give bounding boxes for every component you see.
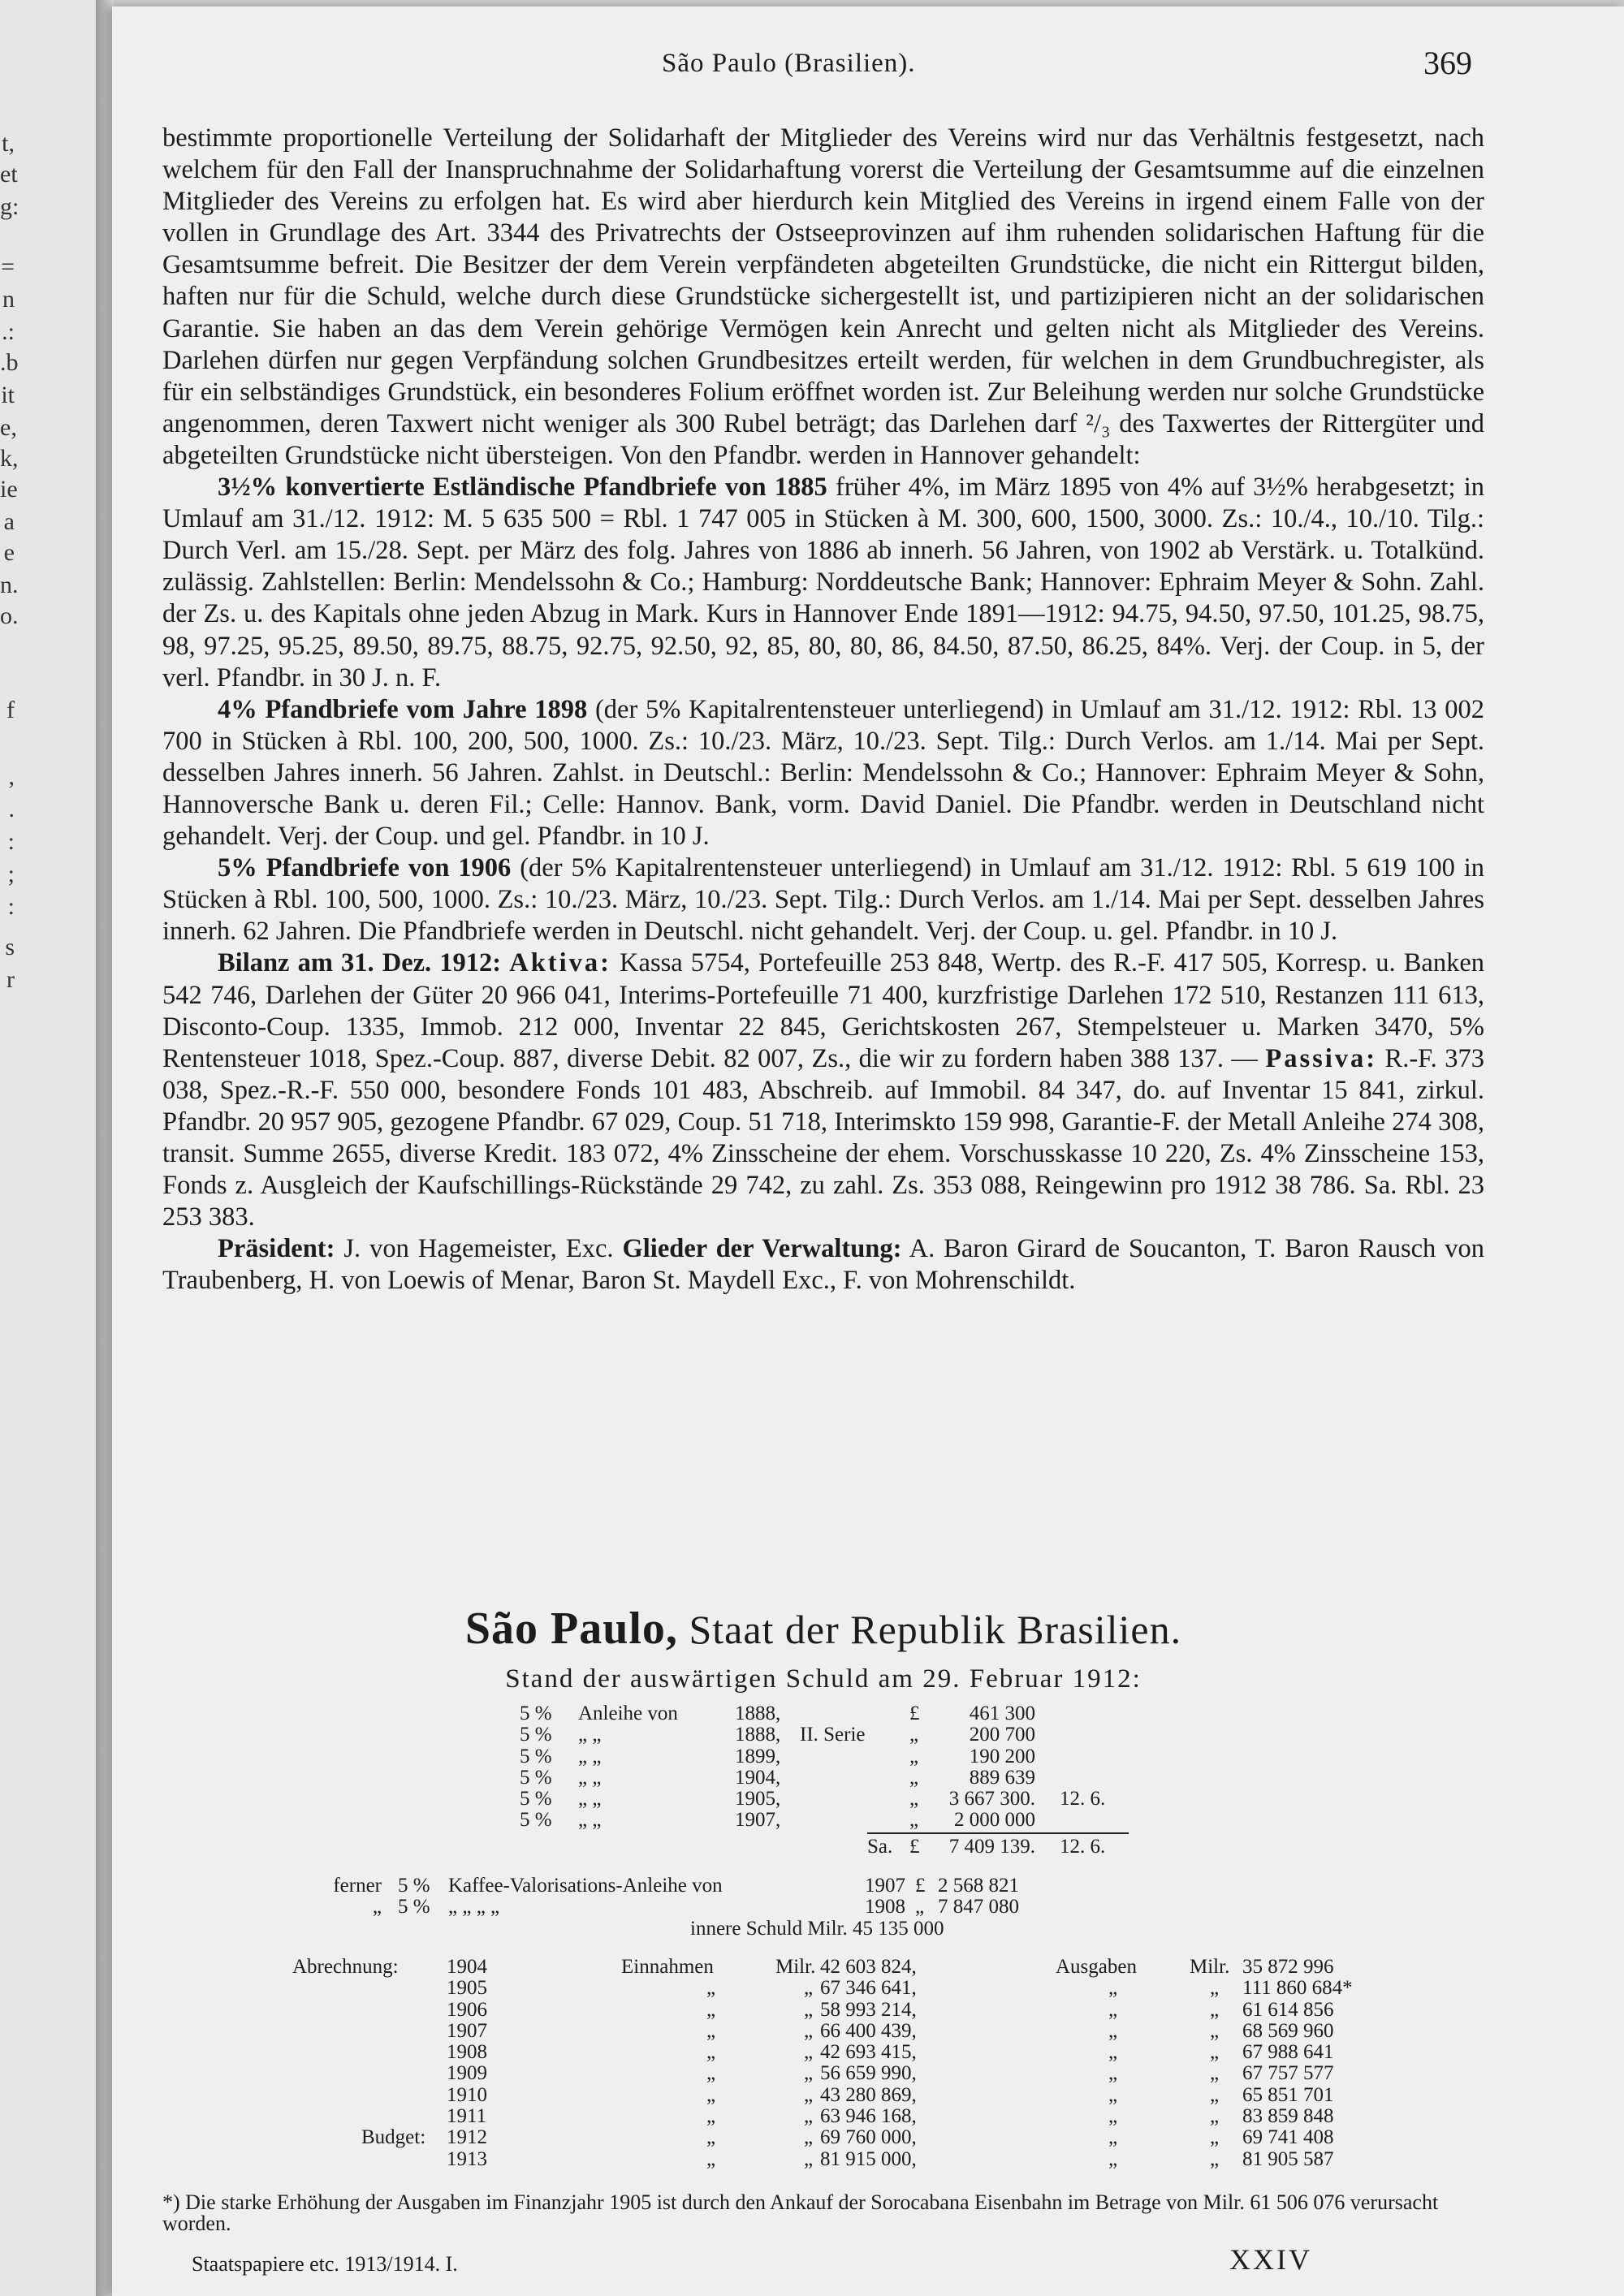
ditto-mark: „: [1210, 2041, 1220, 2064]
coffee-loan-table: [309, 1875, 1088, 1940]
text-passiva: R.-F. 373 038, Spez.-R.-F. 550 000, besondere Fonds 101 483, Abschreib. auf Immobil. 84 347, do. auf Inventar 15 841, zirkul. Pfandbr. 20 957 905, gezogene Pfandbr. 67 029, Coup. 51 718, Interimskto 159 998, Garantie-F. der Metall Anleihe 274 308, transit. Summe 2655, diverse Kredit. 183 072, 4% Zinsscheine der ehem. Vorschusskasse 10 220, Zs. 4% Zinsscheine 153, Fonds z. Ausgleich der Kaufschillings-Rückstände 29 742, zu zahl. Zs. 353 088, Reingewinn pro 1912 38 786. Sa. Rbl. 23 253 383.: [162, 1043, 1484, 1232]
budget-income: 42 693 415,: [820, 2041, 917, 2064]
ditto-mark: „: [1210, 2126, 1220, 2149]
debt-rate: 5 %: [520, 1809, 552, 1832]
ditto-mark: „: [1108, 2062, 1118, 2085]
margin-fragment: et: [0, 161, 18, 188]
debt-currency: £: [909, 1703, 920, 1724]
coffee-desc: „ „ „ „: [448, 1896, 500, 1918]
debt-note: 12. 6.: [1060, 1788, 1106, 1810]
debt-year: 1899,: [735, 1745, 781, 1767]
ditto-mark: „: [804, 1977, 814, 2000]
budget-year: 1909: [447, 2062, 487, 2085]
margin-fragment: ;: [7, 861, 15, 887]
ditto-mark: „: [804, 2105, 814, 2128]
paragraph-verwaltung: [162, 1233, 1484, 1297]
coffee-currency: „: [915, 1896, 925, 1918]
ditto-mark: „: [804, 2062, 814, 2085]
budget-income: 43 280 869,: [820, 2083, 917, 2106]
debt-desc: „ „: [578, 1766, 602, 1789]
margin-fragment: o.: [0, 602, 19, 629]
text-pfandbriefe-1898: (der 5% Kapitalrentensteuer unterliegend) in Umlauf am 31./12. 1912: Rbl. 13 002 700 in Stücken à Rbl. 100, 200, 500, 1000. Zs.: 10./23. März, 10./23. Sept. Tilg.: Durch Verlos. am 1./14. Mai per Sept. desselben Jahres innerh. 56 Jahren. Zahlst. in Deutschl.: Berlin: Mendelssohn & Co.; Hannover: Ephraim Meyer & Sohn, Hannoversche Bank u. deren Fil.; Celle: Hannov. Bank, vorm. David Daniel. Die Pfandbr. werden in Deutschland nicht gehandelt. Verj. der Coup. und gel. Pfandbr. in 10 J.: [162, 694, 1484, 852]
debt-rate: 5 %: [520, 1766, 552, 1789]
heading-estlaendische: 3½% konvertierte Estländische Pfandbriefe von 1885: [218, 473, 827, 503]
table-row: [520, 1836, 1137, 1858]
table-row: [520, 1703, 1137, 1724]
text-aktiva: Kassa 5754, Portefeuille 253 848, Wertp. des R.-F. 417 505, Korresp. u. Banken 542 746, Darlehen der Güter 20 966 041, Interims-Portefeuille 71 400, kurzfristige Darlehen 172 510, Restanzen 111 613, Disconto-Coup. 1335, Immob. 212 000, Inventar 22 845, Gerichtskosten 267, Stempelsteuer u. Marken 3470, 5% Rentensteuer 1018, Spez.-Coup. 887, diverse Debit. 82 007, Zs., die wir zu fordern haben 388 137. —: [162, 948, 1485, 1073]
paragraph-pfandbriefe-1906: [162, 852, 1484, 947]
section-title-rest: Staat der Republik Brasilien.: [677, 1607, 1182, 1652]
margin-fragment: n.: [0, 572, 19, 598]
table-row: [520, 1810, 1137, 1831]
budget-year: 1907: [447, 2019, 487, 2042]
budget-year: 1906: [447, 1998, 487, 2021]
ditto-mark: „: [706, 2041, 716, 2064]
debt-amount: 190 200: [969, 1745, 1035, 1767]
table-row: [292, 2000, 1380, 2021]
debt-currency: „: [909, 1766, 919, 1789]
table-row: [520, 1767, 1137, 1789]
margin-fragment: f: [6, 697, 15, 723]
debt-amount: 889 639: [969, 1766, 1035, 1789]
margin-fragment: s: [5, 934, 15, 960]
col-einnahmen: Einnahmen: [621, 1956, 714, 1978]
budget-expense: 67 988 641: [1242, 2041, 1334, 2064]
budget-income: 58 993 214,: [820, 1998, 917, 2021]
text-verwaltung: A. Baron Girard de Soucanton, T. Baron Rausch von Traubenberg, H. von Loewis of Menar, Baron St. Maydell Exc., F. von Mohrenschildt.: [162, 1234, 1484, 1296]
ditto-mark: „: [804, 2019, 814, 2042]
margin-fragment: g:: [0, 193, 19, 220]
table-row: [309, 1875, 1088, 1897]
ditto-mark: „: [1210, 2062, 1220, 2085]
ditto-mark: „: [1108, 2019, 1118, 2042]
text-estlaendische: früher 4%, im März 1895 von 4% auf 3½% herabgesetzt; in Umlauf am 31./12. 1912: M. 5 635 500 = Rbl. 1 747 005 in Stücken à M. 300, 600, 1500, 3000. Zs.: 10./4., 10./10. Tilg.: Durch Verl. am 15./28. Sept. per März des folg. Jahres von 1886 ab innerh. 56 Jahren, von 1902 ab Verstärk. u. Totalkünd. zulässig. Zahlstellen: Berlin: Mendelssohn & Co.; Hamburg: Norddeutsche Bank; Hannover: Ephraim Meyer & Sohn. Zahl. der Zs. u. des Kapitals ohne jeden Abzug in Mark. Kurs in Hannover Ende 1891—1912: 94.75, 94.50, 97.50, 101.25, 98.75, 98, 97.25, 95.25, 89.50, 89.75, 88.75, 92.75, 92.50, 92, 85, 80, 80, 86, 84.50, 87.50, 86.25, 84%. Verj. der Coup. in 5, der verl. Pfandbr. in 30 J. n. F.: [162, 473, 1485, 693]
margin-fragment: ie: [0, 476, 18, 503]
signature-mark: XXIV: [1229, 2243, 1312, 2276]
coffee-amount: 7 847 080: [938, 1896, 1019, 1918]
budget-income: 67 346 641,: [820, 1977, 917, 2000]
margin-fragment: .:: [2, 318, 15, 345]
paragraph-estlaendische-pfandbriefe: [162, 472, 1484, 694]
debt-desc: Anleihe von: [578, 1703, 678, 1724]
debt-series: II. Serie: [800, 1724, 866, 1746]
debt-rate: 5 %: [520, 1724, 552, 1746]
budget-year: 1912: [447, 2126, 487, 2149]
section-title: [162, 1603, 1484, 1655]
margin-fragment: .b: [0, 349, 19, 376]
margin-fragment: t,: [2, 130, 15, 157]
ditto-mark: „: [1108, 2126, 1118, 2149]
debt-year: 1888,: [735, 1703, 781, 1724]
budget-expense: 111 860 684*: [1242, 1977, 1353, 2000]
margin-fragment: n: [2, 286, 15, 313]
ditto-mark: „: [804, 2041, 814, 2064]
budget-expense: 69 741 408: [1242, 2126, 1334, 2149]
ditto-mark: „: [1210, 2019, 1220, 2042]
table-row: [292, 2021, 1380, 2042]
debt-desc: „ „: [578, 1809, 602, 1832]
margin-fragment: :: [7, 828, 15, 855]
margin-fragment: it: [1, 382, 15, 408]
label-passiva: Passiva:: [1265, 1043, 1378, 1073]
debt-total-currency: £: [909, 1836, 920, 1858]
budget-income: 63 946 168,: [820, 2105, 917, 2128]
debt-total-note: 12. 6.: [1060, 1836, 1106, 1858]
coffee-amount: 2 568 821: [938, 1875, 1019, 1897]
ditto-mark: „: [804, 2126, 814, 2149]
budget-income: 42 603 824,: [820, 1956, 917, 1978]
table-row: [292, 2042, 1380, 2063]
debt-total-amount: 7 409 139.: [948, 1836, 1035, 1858]
paragraph-bilanz: [162, 947, 1484, 1233]
debt-amount: 3 667 300.: [948, 1788, 1035, 1810]
ditto-mark: „: [1108, 2147, 1118, 2170]
budget-expense: 61 614 856: [1242, 1998, 1334, 2021]
label-budget: Budget:: [361, 2126, 426, 2149]
debt-year: 1888,: [735, 1724, 781, 1746]
table-row: [309, 1897, 1088, 1918]
table-row: [309, 1918, 1088, 1940]
margin-fragment: ,: [8, 763, 15, 790]
budget-year: 1905: [447, 1977, 487, 2000]
foreign-debt-table: [520, 1703, 1137, 1832]
debt-desc: „ „: [578, 1724, 602, 1746]
budget-table: [292, 1957, 1380, 2170]
margin-fragment: e,: [0, 414, 17, 441]
table-row: [520, 1789, 1137, 1810]
margin-fragment: r: [6, 966, 15, 993]
book-gutter: [96, 0, 114, 2296]
inner-debt: innere Schuld Milr. 45 135 000: [690, 1917, 944, 1940]
margin-fragment: e: [3, 539, 15, 566]
page-number: 369: [1423, 45, 1472, 81]
heading-pfandbriefe-1898: 4% Pfandbriefe vom Jahre 1898: [218, 694, 588, 724]
section-title-main: São Paulo,: [464, 1603, 678, 1654]
budget-income: 81 915 000,: [820, 2147, 917, 2170]
budget-expense: 65 851 701: [1242, 2083, 1334, 2106]
budget-year: 1913: [447, 2147, 487, 2170]
table-row: [520, 1746, 1137, 1767]
table-row: [292, 2085, 1380, 2106]
income-unit: Milr.: [775, 1956, 816, 1978]
coffee-rate: 5 %: [398, 1875, 430, 1897]
expense-unit: Milr.: [1190, 1956, 1230, 1978]
ditto-mark: „: [706, 1998, 716, 2021]
budget-year: 1910: [447, 2083, 487, 2106]
foreign-debt-total: [520, 1836, 1137, 1858]
debt-rate: 5 %: [520, 1703, 552, 1724]
budget-expense: 35 872 996: [1242, 1956, 1334, 1978]
table-row: [292, 2127, 1380, 2148]
debt-total-label: Sa.: [867, 1836, 893, 1858]
heading-pfandbriefe-1906: 5% Pfandbriefe von 1906: [218, 853, 512, 883]
col-ausgaben: Ausgaben: [1056, 1956, 1137, 1978]
ditto-mark: „: [706, 2083, 716, 2106]
table-row: [292, 2063, 1380, 2084]
margin-fragment: a: [3, 508, 15, 535]
budget-income: 66 400 439,: [820, 2019, 917, 2042]
ditto-mark: „: [1108, 2041, 1118, 2064]
ditto-mark: „: [706, 2147, 716, 2170]
budget-income: 56 659 990,: [820, 2062, 917, 2085]
heading-verwaltung: Glieder der Verwaltung:: [622, 1234, 902, 1264]
debt-desc: „ „: [578, 1788, 602, 1810]
table-row: [292, 2149, 1380, 2170]
coffee-lead: „: [372, 1896, 382, 1918]
coffee-year: 1908: [865, 1896, 905, 1918]
ditto-mark: „: [1210, 1998, 1220, 2021]
table-row: [520, 1724, 1137, 1746]
debt-rate: 5 %: [520, 1788, 552, 1810]
margin-fragment: :: [7, 893, 15, 920]
budget-year: 1908: [447, 2041, 487, 2064]
text-pfandbriefe-1906: (der 5% Kapitalrentensteuer unterliegend) in Umlauf am 31./12. 1912: Rbl. 5 619 100 in Stücken à Rbl. 100, 500, 1000. Zs.: 10./23. März, 10./23. Sept. Tilg.: Durch Verlos. am 1./14. Mai per Sept. desselben Jahres innerh. 62 Jahren. Die Pfandbriefe werden in Deutschl. nicht gehandelt. Verj. der Coup. u. gel. Pfandbr. in 10 J.: [162, 853, 1484, 947]
paragraph-pfandbriefe-1898: [162, 694, 1484, 852]
ditto-mark: „: [1210, 2105, 1220, 2128]
debt-year: 1904,: [735, 1766, 781, 1789]
previous-page-edge: [0, 0, 97, 2296]
margin-fragment: =: [1, 253, 15, 280]
debt-currency: „: [909, 1724, 919, 1746]
ditto-mark: „: [804, 1998, 814, 2021]
ditto-mark: „: [1108, 2105, 1118, 2128]
budget-year: 1911: [447, 2105, 487, 2128]
debt-amount: 2 000 000: [954, 1809, 1035, 1832]
ditto-mark: „: [706, 1977, 716, 2000]
ditto-mark: „: [1210, 2147, 1220, 2170]
heading-praesident: Präsident:: [218, 1234, 335, 1264]
debt-currency: „: [909, 1809, 919, 1832]
budget-expense: 81 905 587: [1242, 2147, 1334, 2170]
margin-fragment: k,: [0, 445, 19, 472]
heading-bilanz: Bilanz am 31. Dez. 1912:: [218, 948, 502, 978]
debt-total-rule: [867, 1832, 1129, 1834]
budget-expense: 67 757 577: [1242, 2062, 1334, 2085]
ditto-mark: „: [1108, 1998, 1118, 2021]
debt-currency: „: [909, 1745, 919, 1767]
ditto-mark: „: [706, 2126, 716, 2149]
debt-rate: 5 %: [520, 1745, 552, 1767]
debt-currency: „: [909, 1788, 919, 1810]
ditto-mark: „: [706, 2062, 716, 2085]
running-title: São Paulo (Brasilien).: [662, 49, 916, 78]
budget-expense: 68 569 960: [1242, 2019, 1334, 2042]
ditto-mark: „: [706, 2019, 716, 2042]
coffee-lead: ferner: [333, 1875, 382, 1897]
debt-year: 1905,: [735, 1788, 781, 1810]
budget-expense: 83 859 848: [1242, 2105, 1334, 2128]
debt-year: 1907,: [735, 1809, 781, 1832]
table-row: [292, 1978, 1380, 1999]
coffee-currency: £: [915, 1875, 926, 1897]
coffee-year: 1907: [865, 1875, 905, 1897]
paragraph-statute: bestimmte proportionelle Verteilung der Solidarhaft der Mitglieder des Vereins wird nur das Verhältnis festgesetzt, nach welchem für den Fall der Inanspruchnahme der Solidarhaftung vorerst die Verteilung der Gesamtsumme auf die einzelnen Mitglieder des Vereins zu erfolgen hat. Es wird aber hierdurch kein Mitglied des Vereins in irgend einem Falle von der vollen in Grundlage des Art. 3344 des Privatrechts der Ostseeprovinzen auf ihm ruhenden solidarischen Haftung für die Gesamtsumme befreit. Die Besitzer der dem Verein verpfändeten abgeteilten Grundstücke, die nicht ein Rittergut bilden, haften nur für die Schuld, welche durch diese Grundstücke sichergestellt ist, und partizipieren nicht an der solidarischen Garantie. Sie haben an das dem Verein gehörige Vermögen kein Anrecht und gelten nicht als Mitglieder des Vereins. Darlehen dürfen nur gegen Verpfändung solchen Grundbesitzes erteilt werden, für welchen in dem Grundbuchregister, als für ein selbständiges Grundstück, ein besonderes Folium eröffnet worden ist. Zur Beleihung werden nur solche Grundstücke angenommen, deren Taxwert nicht weniger als 300 Rubel beträgt; das Darlehen darf ²/₃ des Taxwertes der Rittergüter und abgeteilten Grundstücke nicht übersteigen. Von den Pfandbr. werden in Hannover gehandelt:: [162, 123, 1484, 470]
body-text: [162, 123, 1484, 1297]
label-abrechnung: Abrechnung:: [292, 1956, 399, 1978]
budget-year: 1904: [447, 1956, 487, 1978]
coffee-rate: 5 %: [398, 1896, 430, 1918]
budget-income: 69 760 000,: [820, 2126, 917, 2149]
table-row: [292, 2106, 1380, 2127]
ditto-mark: „: [1108, 1977, 1118, 2000]
section-subtitle: Stand der auswärtigen Schuld am 29. Februar 1912:: [505, 1664, 1142, 1694]
debt-amount: 461 300: [969, 1703, 1035, 1724]
label-aktiva: Aktiva:: [509, 948, 611, 978]
ditto-mark: „: [1108, 2083, 1118, 2106]
footnote: *) Die starke Erhöhung der Ausgaben im Finanzjahr 1905 ist durch den Ankauf der Sorocabana Eisenbahn im Betrage von Milr. 61 506 076 verursacht worden.: [162, 2190, 1439, 2235]
debt-amount: 200 700: [969, 1724, 1035, 1746]
coffee-desc: Kaffee-Valorisations-Anleihe von: [448, 1875, 723, 1897]
margin-fragment: .: [8, 796, 15, 822]
ditto-mark: „: [1210, 2083, 1220, 2106]
footer-book-title: Staatspapiere etc. 1913/1914. I.: [192, 2252, 458, 2276]
debt-desc: „ „: [578, 1745, 602, 1767]
ditto-mark: „: [804, 2083, 814, 2106]
ditto-mark: „: [804, 2147, 814, 2170]
table-row: [292, 1957, 1380, 1978]
text-praesident: J. von Hagemeister, Exc.: [335, 1234, 623, 1264]
ditto-mark: „: [706, 2105, 716, 2128]
ditto-mark: „: [1210, 1977, 1220, 2000]
